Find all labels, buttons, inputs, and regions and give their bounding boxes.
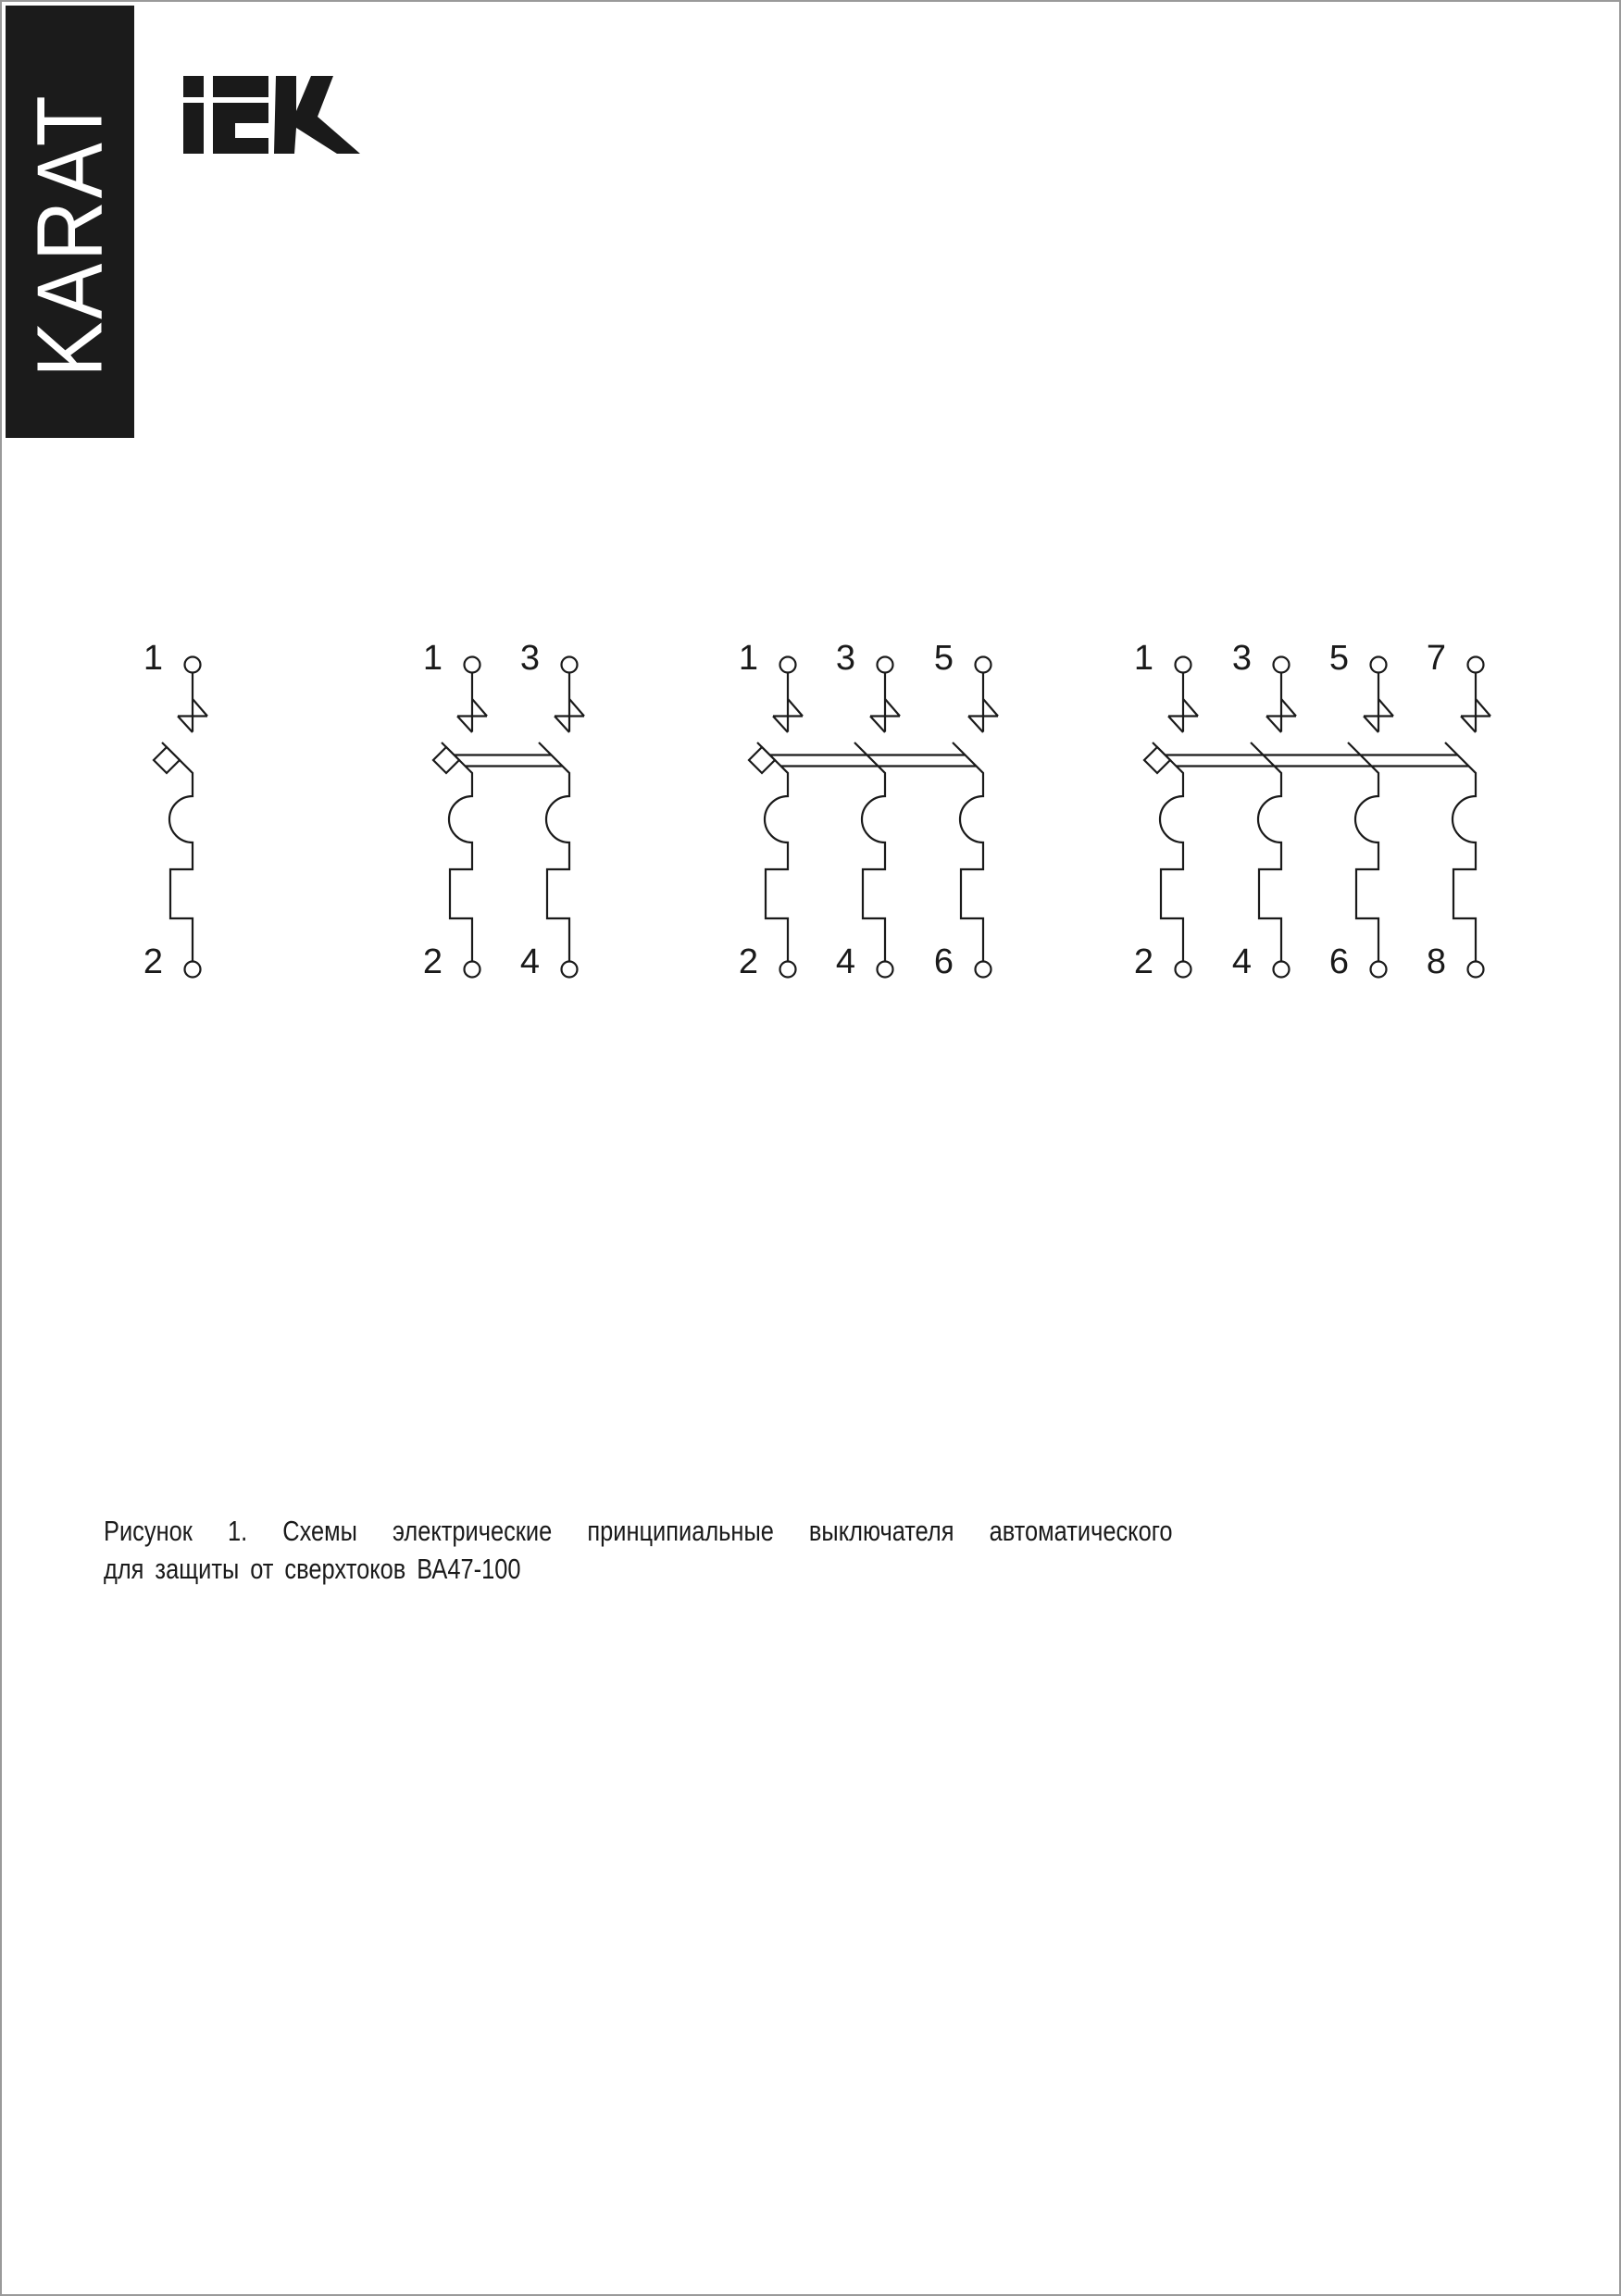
diagram-3pole <box>739 639 998 981</box>
pole <box>739 639 803 981</box>
pole <box>836 639 900 981</box>
pole <box>1232 639 1296 981</box>
diagram-1pole <box>143 639 207 981</box>
terminal-circle-bottom <box>976 962 991 978</box>
latch-square <box>749 747 775 773</box>
figure-schematics <box>2 2 1621 2296</box>
terminal-circle-bottom <box>1468 962 1484 978</box>
terminal-label-bottom: 2 <box>738 942 758 981</box>
terminal-label-top: 5 <box>933 639 954 678</box>
latch-square <box>1144 747 1170 773</box>
terminal-circle-top <box>780 657 796 673</box>
terminal-label-bottom: 6 <box>933 942 954 981</box>
terminal-label-top: 5 <box>1328 639 1349 678</box>
terminal-circle-top <box>976 657 991 673</box>
terminal-circle-top <box>465 657 480 673</box>
terminal-circle-bottom <box>562 962 578 978</box>
terminal-label-bottom: 2 <box>1133 942 1153 981</box>
terminal-label-bottom: 4 <box>835 942 855 981</box>
terminal-label-top: 1 <box>143 639 163 678</box>
terminal-circle-top <box>185 657 201 673</box>
pole <box>934 639 998 981</box>
terminal-label-top: 3 <box>519 639 540 678</box>
latch-square <box>433 747 459 773</box>
pole <box>1134 639 1198 981</box>
terminal-circle-bottom <box>878 962 893 978</box>
terminal-label-bottom: 2 <box>422 942 443 981</box>
diagram-4pole <box>1134 639 1490 981</box>
terminal-label-bottom: 8 <box>1426 942 1446 981</box>
terminal-circle-top <box>562 657 578 673</box>
terminal-circle-top <box>1274 657 1290 673</box>
caption-line-1: Рисунок 1. Схемы электрические принципиальные выключателя автоматического <box>104 1515 1173 1547</box>
figure-caption <box>104 1512 1173 1588</box>
terminal-label-top: 3 <box>1231 639 1252 678</box>
terminal-circle-bottom <box>465 962 480 978</box>
terminal-circle-bottom <box>780 962 796 978</box>
karat-brand-text: KARAT <box>18 93 121 377</box>
pole <box>1427 639 1490 981</box>
terminal-label-top: 3 <box>835 639 855 678</box>
pole <box>1329 639 1393 981</box>
caption-line-2: для защиты от сверхтоков ВА47-100 <box>104 1553 521 1585</box>
diagram-2pole <box>423 639 584 981</box>
terminal-circle-top <box>1468 657 1484 673</box>
terminal-label-top: 1 <box>1133 639 1153 678</box>
terminal-circle-bottom <box>1176 962 1191 978</box>
terminal-label-top: 7 <box>1426 639 1446 678</box>
pole <box>423 639 487 981</box>
terminal-label-top: 1 <box>422 639 443 678</box>
pole <box>520 639 584 981</box>
terminal-circle-top <box>878 657 893 673</box>
terminal-label-bottom: 4 <box>519 942 540 981</box>
terminal-circle-top <box>1176 657 1191 673</box>
pole <box>143 639 207 981</box>
terminal-label-bottom: 2 <box>143 942 163 981</box>
terminal-circle-bottom <box>1371 962 1387 978</box>
terminal-circle-top <box>1371 657 1387 673</box>
terminal-label-bottom: 4 <box>1231 942 1252 981</box>
terminal-circle-bottom <box>185 962 201 978</box>
terminal-circle-bottom <box>1274 962 1290 978</box>
latch-square <box>154 747 180 773</box>
terminal-label-top: 1 <box>738 639 758 678</box>
terminal-label-bottom: 6 <box>1328 942 1349 981</box>
